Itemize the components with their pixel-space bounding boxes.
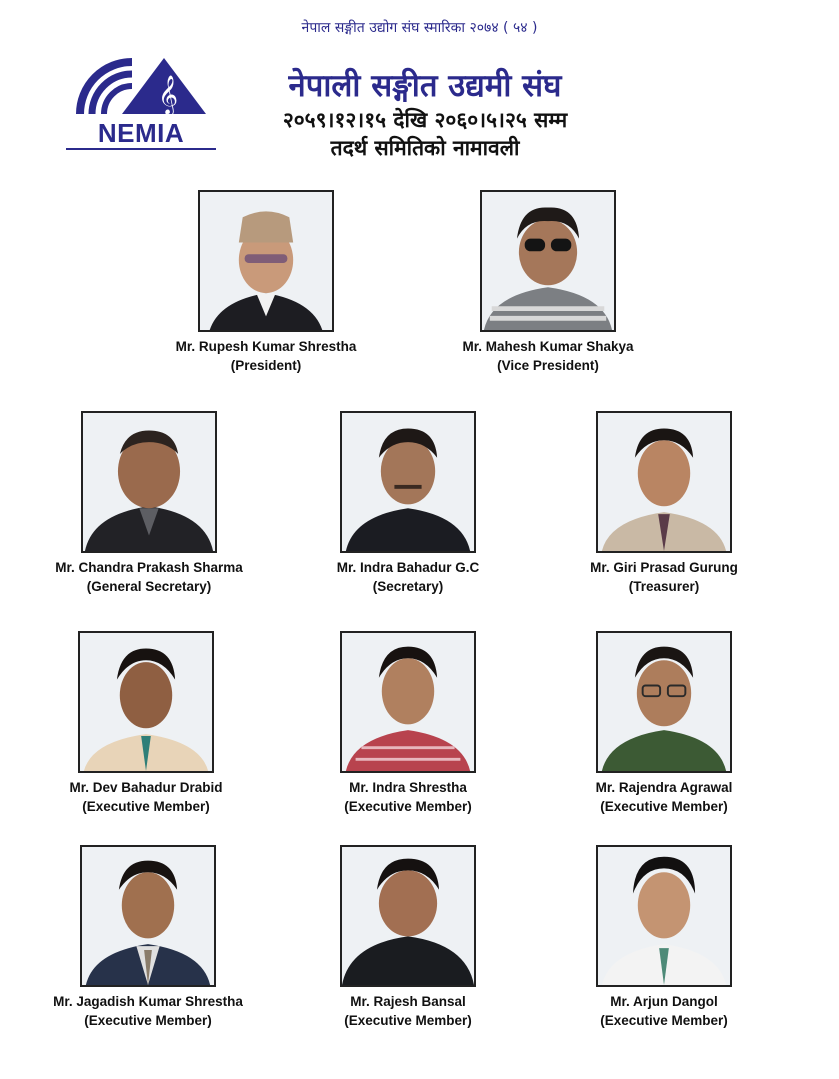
member-card: [524, 631, 804, 816]
member-name: Mr. Arjun Dangol: [610, 994, 718, 1009]
member-role: (President): [230, 358, 302, 373]
svg-text:𝄞: 𝄞: [158, 75, 179, 115]
member-card: [268, 845, 548, 1030]
date-range: २०५९।१२।१५ देखि २०६०।५।२५ सम्म: [282, 108, 568, 132]
member-photo: [198, 190, 334, 332]
member-photo: [80, 845, 216, 987]
member-photo: [81, 411, 217, 553]
member-role: (Executive Member): [344, 799, 472, 814]
member-card: [126, 190, 406, 375]
member-photo: [596, 845, 732, 987]
member-role: (Executive Member): [600, 799, 728, 814]
page-header: नेपाल सङ्गीत उद्योग संघ स्मारिका २०७४ ( ५४ ): [301, 20, 538, 36]
member-role: (Executive Member): [84, 1013, 212, 1028]
logo-text: NEMIA: [97, 118, 185, 148]
title-block: [230, 66, 620, 162]
logo-emblem-icon: [66, 56, 216, 120]
member-role: (Executive Member): [344, 1013, 472, 1028]
member-role: (Executive Member): [600, 1013, 728, 1028]
logo-underline: [66, 148, 216, 150]
member-card: [408, 190, 688, 375]
member-card: [268, 411, 548, 596]
member-name: Mr. Rupesh Kumar Shrestha: [175, 339, 357, 354]
member-name: Mr. Dev Bahadur Drabid: [69, 780, 223, 795]
member-card: [524, 411, 804, 596]
member-card: [9, 411, 289, 596]
member-photo: [340, 411, 476, 553]
member-name: Mr. Giri Prasad Gurung: [590, 560, 738, 575]
member-name: Mr. Rajendra Agrawal: [595, 780, 733, 795]
member-card: [6, 631, 286, 816]
page-subtitle: तदर्थ समितिको नामावली: [330, 136, 520, 160]
member-card: [524, 845, 804, 1030]
member-name: Mr. Rajesh Bansal: [350, 994, 466, 1009]
member-photo: [340, 631, 476, 773]
member-photo: [596, 411, 732, 553]
nemia-logo: [66, 56, 216, 152]
member-name: Mr. Indra Shrestha: [349, 780, 467, 795]
member-name: Mr. Indra Bahadur G.C: [336, 560, 480, 575]
member-role: (General Secretary): [86, 579, 212, 594]
member-photo: [596, 631, 732, 773]
member-card: [268, 631, 548, 816]
member-photo: [78, 631, 214, 773]
member-name: Mr. Mahesh Kumar Shakya: [462, 339, 634, 354]
member-photo: [340, 845, 476, 987]
member-name: Mr. Jagadish Kumar Shrestha: [53, 994, 243, 1009]
member-role: (Treasurer): [628, 579, 700, 594]
member-photo: [480, 190, 616, 332]
member-role: (Executive Member): [82, 799, 210, 814]
member-role: (Secretary): [372, 579, 444, 594]
member-name: Mr. Chandra Prakash Sharma: [55, 560, 243, 575]
member-card: [8, 845, 288, 1030]
page-title: नेपाली सङ्गीत उद्यमी संघ: [288, 68, 562, 104]
member-role: (Vice President): [497, 358, 599, 373]
